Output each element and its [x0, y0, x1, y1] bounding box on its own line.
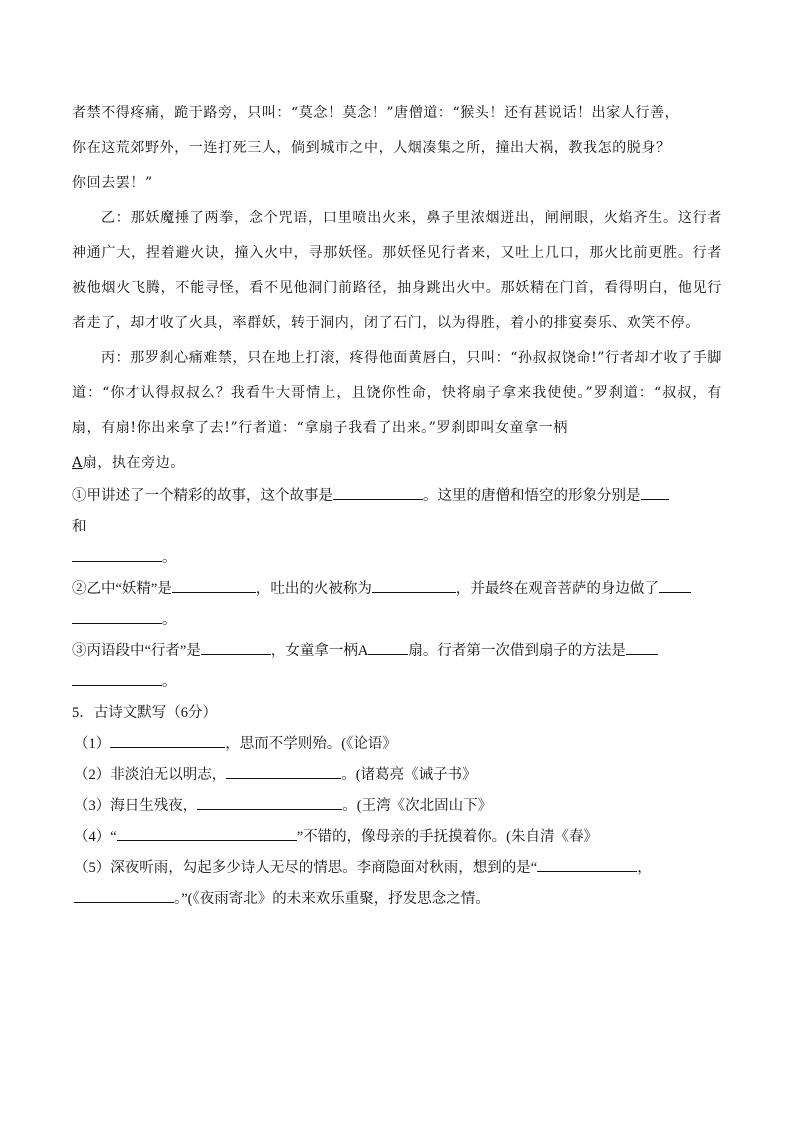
question-1-text-a: ①甲讲述了一个精彩的故事，这个故事是 — [72, 488, 333, 504]
question-block — [72, 481, 722, 915]
answer-blank-q1-story[interactable] — [333, 485, 423, 500]
reading-passage — [72, 96, 722, 481]
answer-blank-q2-monster[interactable] — [172, 578, 256, 593]
answer-blank-poem-1[interactable] — [110, 733, 225, 748]
question-2-text-b: ，吐出的火被称为 — [255, 581, 372, 597]
answer-blank-q3-fan[interactable] — [368, 640, 408, 655]
answer-blank-poem-4[interactable] — [117, 826, 297, 841]
passage-yi: 乙：那妖魔捶了两拳，念个咒语，口里喷出火来，鼻子里浓烟迸出，闸闸眼，火焰齐生。这行者神通广大，捏着避火诀，撞入火中，寻那妖怪。那妖怪见行者来，又吐上几口，那火比前更胜。行者被他烟火飞腾，不能寻怪，看不见他洞门前路径，抽身跳出火中。那妖精在门首，看得明白，他见行者走了，却才收了火具，率群妖，转于洞内，闭了石门，以为得胜，着小的排宴奏乐、欢笑不停。 — [72, 210, 722, 331]
poem-item-5-pre: （5）深夜听雨，勾起多少诗人无尽的情思。李商隐面对秋雨，想到的是“ — [74, 860, 538, 876]
answer-blank-q3-method-a[interactable] — [626, 640, 658, 655]
question-2 — [72, 574, 722, 636]
poem-item-2 — [72, 760, 722, 791]
poem-item-5-tail: 。”(《夜雨寄北》的未来欢乐重聚，抒发思念之情。 — [174, 891, 490, 907]
answer-blank-q2-role-a[interactable] — [659, 578, 691, 593]
answer-blank-q3-xingzhe[interactable] — [201, 640, 271, 655]
answer-blank-poem-5b[interactable] — [74, 888, 174, 903]
poem-item-5 — [72, 853, 722, 915]
question-3-text-b: ，女童拿一柄A — [270, 643, 369, 659]
poem-item-4-post: ”不错的，像母亲的手抚摸着你。(朱自清《春》 — [296, 829, 598, 845]
question-2-text-a: ②乙中“妖精”是 — [72, 581, 172, 597]
poem-item-1-pre: （1） — [74, 736, 111, 752]
answer-blank-poem-2[interactable] — [226, 764, 341, 779]
answer-blank-q1-tangseng[interactable] — [641, 485, 669, 500]
passage-jia-line-1: 者禁不得疼痛，跪于路旁，只叫：“莫念！莫念！”唐僧道：“猴头！还有甚说话！出家人行善， — [72, 105, 680, 121]
passage-bing-marker: A — [72, 455, 83, 471]
question-3-text-c: 扇。行者第一次借到扇子的方法是 — [408, 643, 626, 659]
question-1 — [72, 481, 722, 574]
poem-item-4 — [72, 822, 722, 853]
question-2-text-c: ，并最终在观音菩萨的身边做了 — [455, 581, 659, 597]
poem-item-4-pre: （4）“ — [74, 829, 117, 845]
passage-bing — [72, 341, 722, 481]
question-1-text-c: 和 — [72, 519, 87, 535]
passage-jia-line-2: 你在这荒郊野外，一连打死三人，倘到城市之中，人烟凑集之所，撞出大祸，教我怎的脱身？ — [72, 140, 671, 156]
answer-blank-q3-method-b[interactable] — [72, 671, 162, 686]
poem-item-1-post: ，思而不学则殆。(《论语》 — [225, 736, 397, 752]
question-3-text-d: 。 — [162, 674, 177, 690]
answer-blank-poem-5a[interactable] — [537, 857, 637, 872]
answer-blank-q2-role-b[interactable] — [72, 609, 162, 624]
poem-item-2-post: 。(诸葛亮《诫子书》 — [341, 767, 477, 783]
poem-item-2-pre: （2）非淡泊无以明志， — [74, 767, 227, 783]
poem-item-1 — [72, 729, 722, 760]
page — [72, 96, 722, 915]
section-5-items — [72, 729, 722, 915]
poem-item-3-post: 。(王湾《次北固山下》 — [342, 798, 493, 814]
question-3 — [72, 636, 722, 698]
question-1-text-b: 。这里的唐僧和悟空的形象分别是 — [423, 488, 641, 504]
poem-item-3 — [72, 791, 722, 822]
question-1-text-d: 。 — [162, 550, 177, 566]
question-2-text-d: 。 — [162, 612, 177, 628]
answer-blank-q2-fire[interactable] — [372, 578, 456, 593]
section-5-title: 5．古诗文默写（6分） — [72, 705, 217, 721]
passage-jia-line-3: 你回去罢！” — [72, 175, 153, 191]
answer-blank-poem-3[interactable] — [197, 795, 342, 810]
passage-bing-main: 丙：那罗刹心痛难禁，只在地上打滚，疼得他面黄唇白，只叫：“孙叔叔饶命!”行者却才收了手脚道：“你才认得叔叔么？我看牛大哥情上，且饶你性命，快将扇子拿来我使使。”罗刹道：“叔叔，有扇，有扇!你出来拿了去!”行者道：“拿扇子我看了出来。”罗刹即叫女童拿一柄 — [72, 350, 722, 436]
poem-item-5-post: ， — [637, 860, 652, 876]
passage-bing-tail: 扇，执在旁边。 — [82, 455, 185, 471]
question-3-text-a: ③丙语段中“行者”是 — [72, 643, 201, 659]
answer-blank-q1-wukong[interactable] — [72, 547, 162, 562]
poem-item-3-pre: （3）海日生残夜， — [74, 798, 198, 814]
